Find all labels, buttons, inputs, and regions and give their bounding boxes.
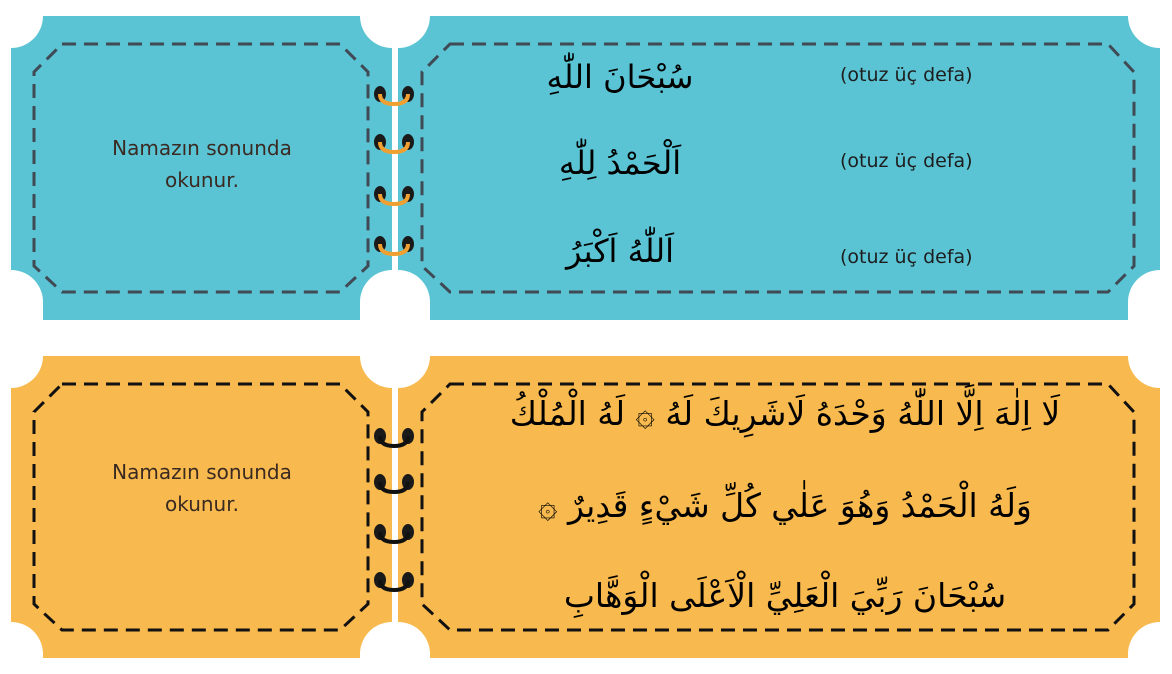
tesbih-card (0, 0, 1172, 320)
tehlil-card (0, 352, 1172, 672)
ring-icon (374, 186, 414, 204)
side-note-line: okunur. (165, 492, 239, 516)
ring-icon (374, 524, 414, 542)
side-note-line: Namazın sonunda (112, 136, 292, 160)
ring-icon (374, 236, 414, 254)
ring-icon (374, 474, 414, 492)
ring-icon (374, 134, 414, 152)
ring-icon (374, 572, 414, 590)
ring-icon (374, 86, 414, 104)
tehlil-line: وَلَهُ الْحَمْدُ وَهُوَ عَلٰي كُلِّ شَيْءٍ قَدِيرٌ ۞ (538, 486, 1032, 525)
dhikr-arabic: اَلْحَمْدُ لِلّٰهِ (558, 144, 682, 182)
side-note-line: Namazın sonunda (112, 460, 292, 484)
tehlil-line: لَا اِلٰهَ اِلَّا اللّٰهُ وَحْدَهُ لَاشَرِيكَ لَهُ ۞ لَهُ الْمُلْكُ (509, 394, 1061, 433)
ring-icon (374, 428, 414, 446)
side-note-line: okunur. (165, 168, 239, 192)
tehlil-line: سُبْحَانَ رَبِّيَ الْعَلِيِّ الْاَعْلَى الْوَهَّابِ (563, 576, 1007, 615)
dhikr-count: (otuz üç defa) (840, 64, 973, 86)
dhikr-count: (otuz üç defa) (840, 150, 973, 172)
dhikr-count: (otuz üç defa) (840, 246, 973, 268)
dhikr-arabic: سُبْحَانَ اللّٰهِ (546, 58, 694, 96)
side-note (72, 132, 332, 196)
side-note (72, 456, 332, 520)
dhikr-arabic: اَللّٰهُ اَكْبَرُ (566, 232, 674, 270)
